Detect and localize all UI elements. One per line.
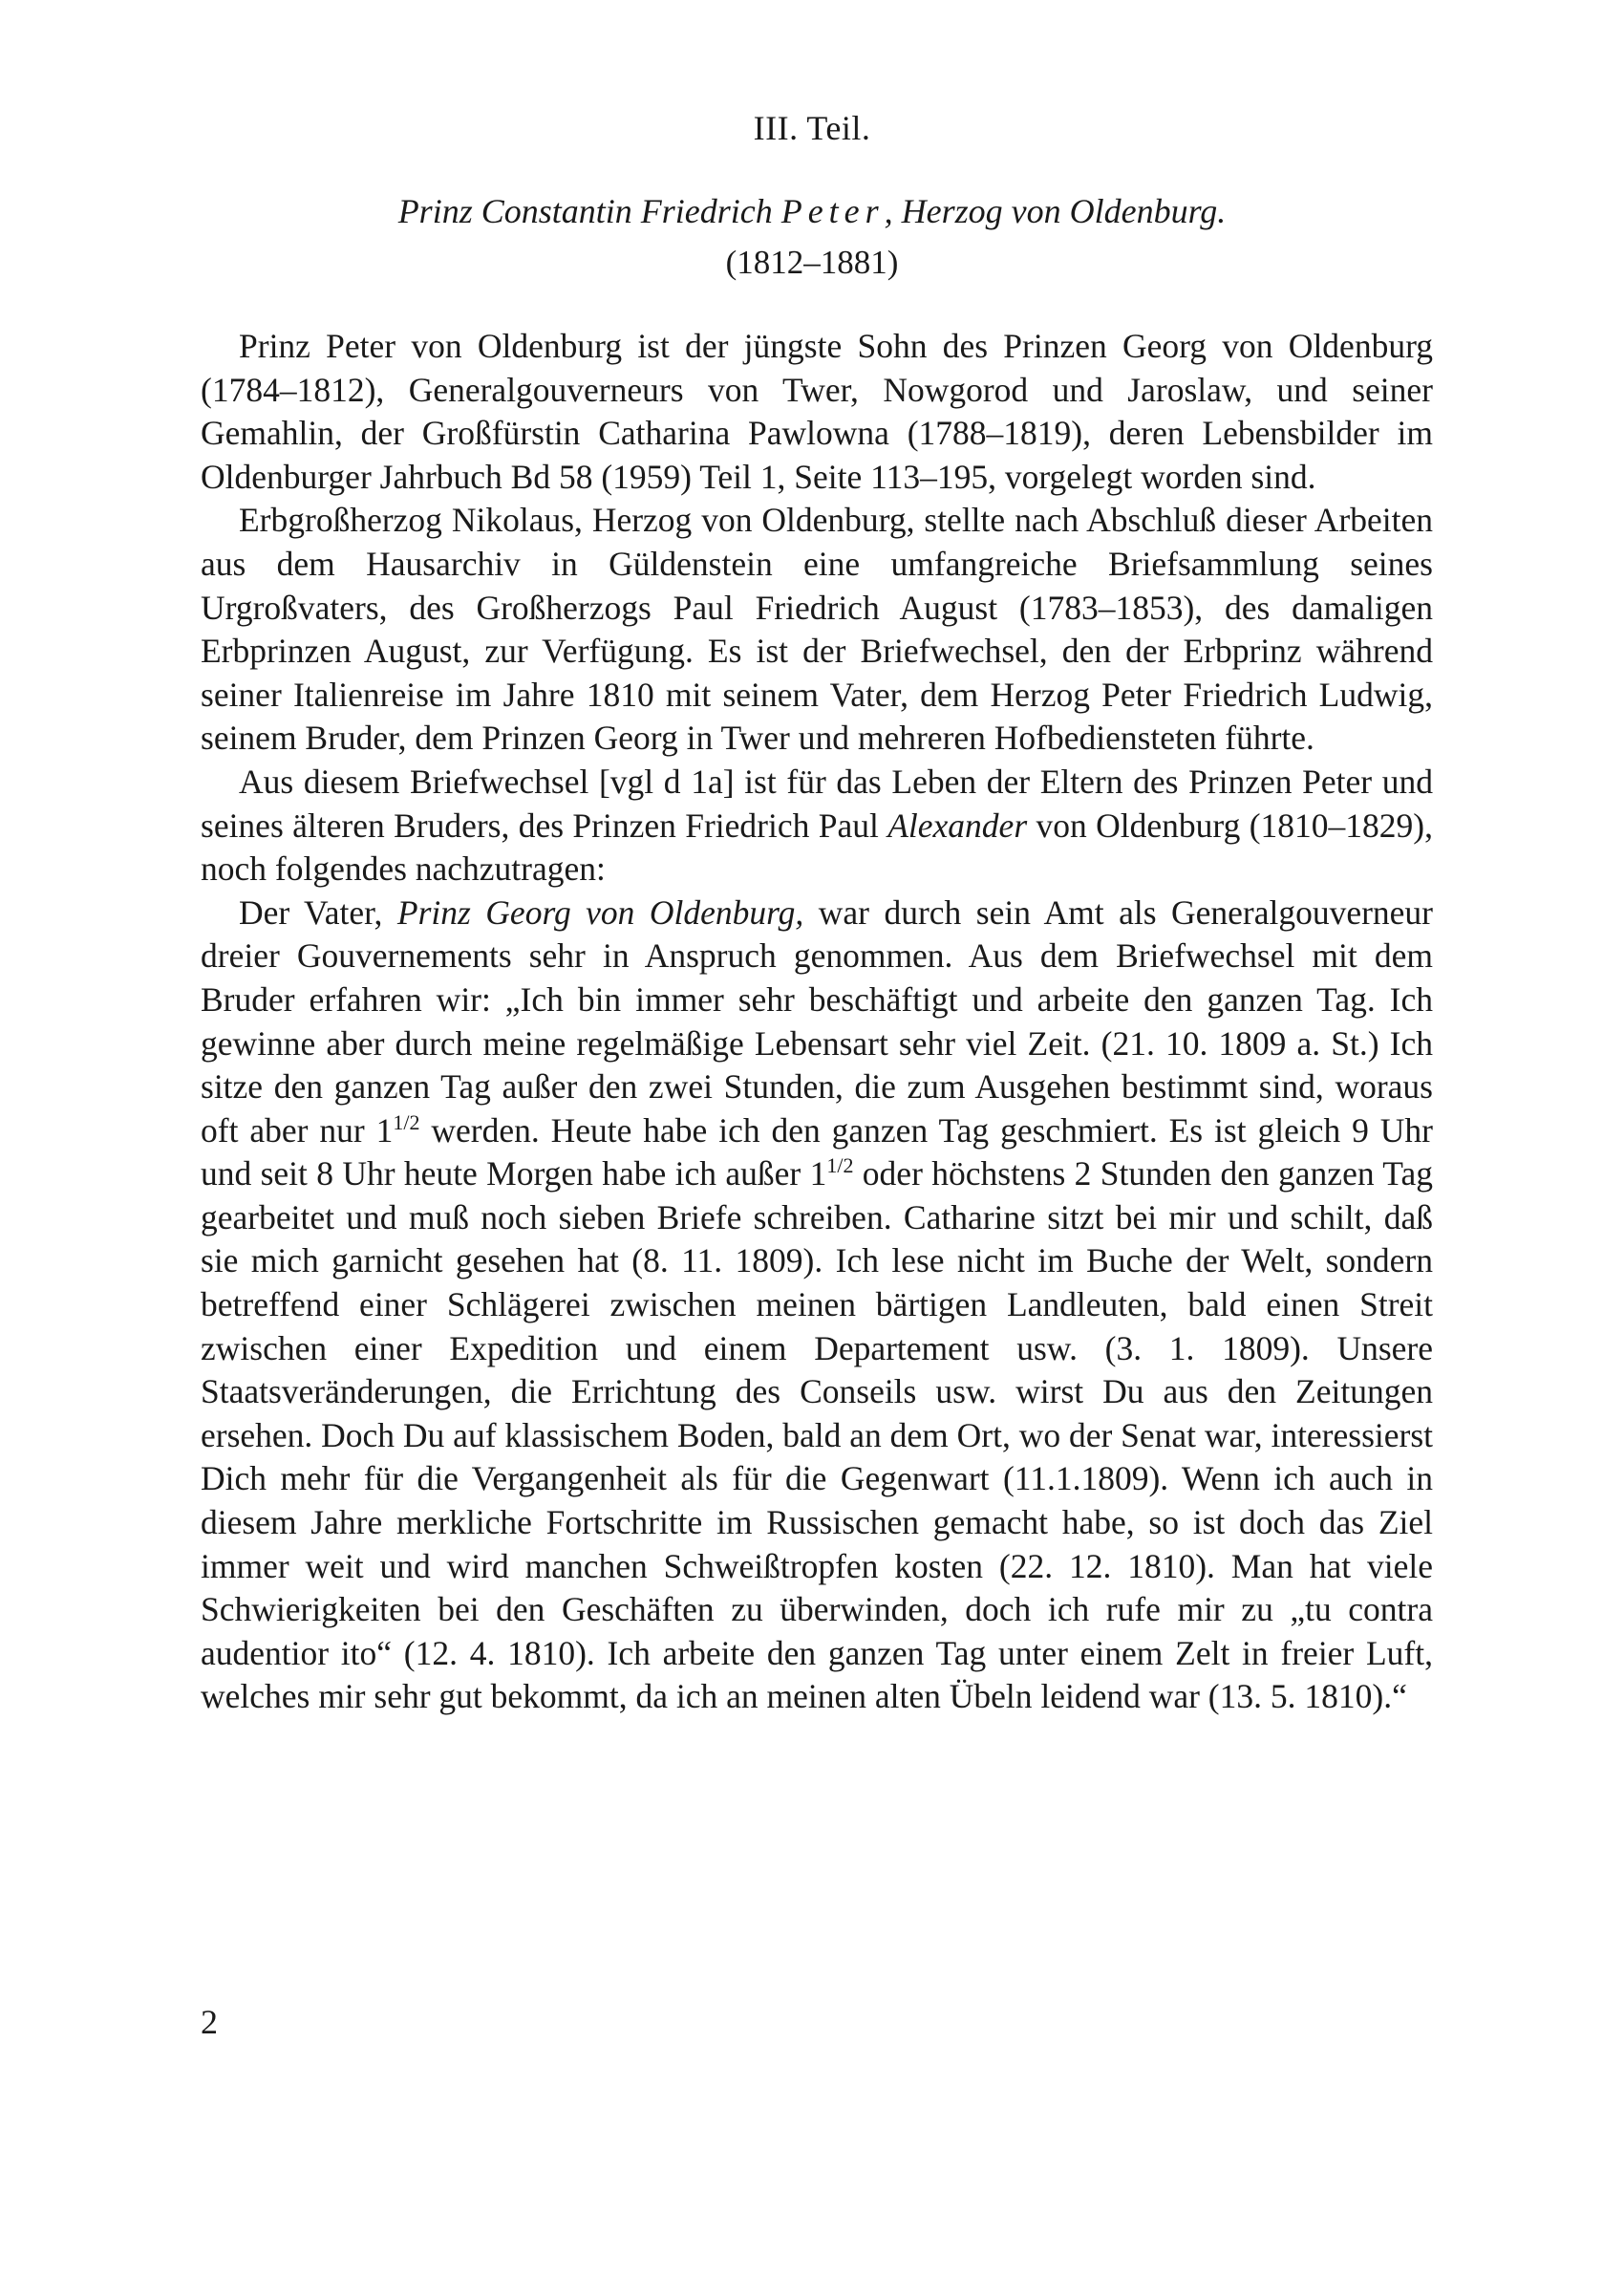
chapter-title [0, 189, 1624, 233]
paragraph-3-text-a: Aus diesem Briefwechsel [vgl d 1a] ist für das Leben der Eltern des Prinzen Peter und seines älteren Bruders, des Prinzen Friedrich Paul [201, 762, 1433, 845]
paragraph-3-italic: Alexander [887, 806, 1028, 845]
title-suffix: , Herzog von Oldenburg. [884, 192, 1227, 230]
paragraph-4 [201, 892, 1433, 1719]
paragraph-3-text-b: von Oldenburg (1810–1829), noch folgendes nachzutragen: [201, 806, 1433, 889]
body-text [201, 325, 1433, 1719]
title-spaced-name: Peter [780, 192, 885, 230]
paragraph-4-text-a: Der Vater, [239, 892, 397, 932]
part-heading: III. Teil. [753, 109, 871, 147]
title-prefix: Prinz Constantin Friedrich [397, 192, 781, 230]
fraction-1-whole: 1 [375, 1110, 394, 1150]
paragraph-1: Prinz Peter von Oldenburg ist der jüngste Sohn des Prinzen Georg von Oldenburg (1784–1812), Generalgouverneurs von Twer, Nowgorod und Jaroslaw, und seiner Gemahlin, der Großfürstin Catharina Pawlowna (1788–1819), deren Lebensbilder im Oldenburger Jahrbuch Bd 58 (1959) Teil 1, Seite 113–195, vorgelegt worden sind. [201, 327, 1433, 496]
fraction-2-part: 1/2 [826, 1153, 854, 1178]
paragraph-4-text-b: war durch sein Amt als Generalgouverneur dreier Gouvernements sehr in Anspruch genommen. Aus dem Briefwechsel mit dem Bruder erfahren wir: „Ich bin immer sehr beschäftigt und arbeite den ganzen Tag. Ich gewinne aber durch meine regelmäßige Lebensart sehr viel Zeit. (21. 10. 1809 a. St.) Ich sitze den ganzen Tag außer den zwei Stunden, die zum Ausgehen bestimmt sind, woraus oft aber nur [201, 892, 1433, 1150]
paragraph-2: Erbgroßherzog Nikolaus, Herzog von Oldenburg, stellte nach Abschluß dieser Arbeiten aus dem Hausarchiv in Güldenstein eine umfangreiche Briefsammlung seines Urgroßvaters, des Großherzogs Paul Friedrich August (1783–1853), des damaligen Erbprinzen August, zur Verfügung. Es ist der Briefwechsel, den der Erbprinz während seiner Italienreise im Jahre 1810 mit seinem Vater, dem Herzog Peter Friedrich Ludwig, seinem Bruder, dem Prinzen Georg in Twer und mehreren Hofbediensteten führte. [201, 501, 1433, 758]
paragraph-4-italic: Prinz Georg von Oldenburg, [396, 892, 804, 932]
paragraph-4-text-c: werden. Heute habe ich den ganzen Tag geschmiert. Es ist gleich 9 Uhr und seit 8 Uhr heute Morgen habe ich außer [201, 1110, 1433, 1193]
fraction-2-whole: 1 [809, 1154, 827, 1193]
fraction-1-part: 1/2 [393, 1109, 420, 1134]
paragraph-3 [201, 761, 1433, 892]
page-number: 2 [201, 2003, 218, 2041]
paragraph-4-text-d: oder höchstens 2 Stunden den ganzen Tag gearbeitet und muß noch sieben Briefe schreiben. Catharine sitzt bei mir und schilt, daß sie mich garnicht gesehen hat (8. 11. 1809). Ich lese nicht im Buche der Welt, sondern betreffend einer Schlägerei zwischen meinen bärtigen Landleuten, bald einen Streit zwischen einer Expedition und einem Departement usw. (3. 1. 1809). Unsere Staatsveränderungen, die Errichtung des Conseils usw. wirst Du aus den Zeitungen ersehen. Doch Du auf klassischem Boden, bald an dem Ort, wo der Senat war, interessierst Dich mehr für die Vergangenheit als für die Gegenwart (11.1.1809). Wenn ich auch in diesem Jahre merkliche Fortschritte im Russischen gemacht habe, so ist doch das Ziel immer weit und wird manchen Schweißtropfen kosten (22. 12. 1810). Man hat viele Schwierigkeiten bei den Geschäften zu überwinden, doch ich rufe mir zu „tu contra audentior ito“ (12. 4. 1810). Ich arbeite den ganzen Tag unter einem Zelt in freier Luft, welches mir sehr gut bekommt, da ich an meinen alten Übeln leidend war (13. 5. 1810).“ [201, 1154, 1434, 1716]
life-dates: (1812–1881) [725, 244, 899, 281]
